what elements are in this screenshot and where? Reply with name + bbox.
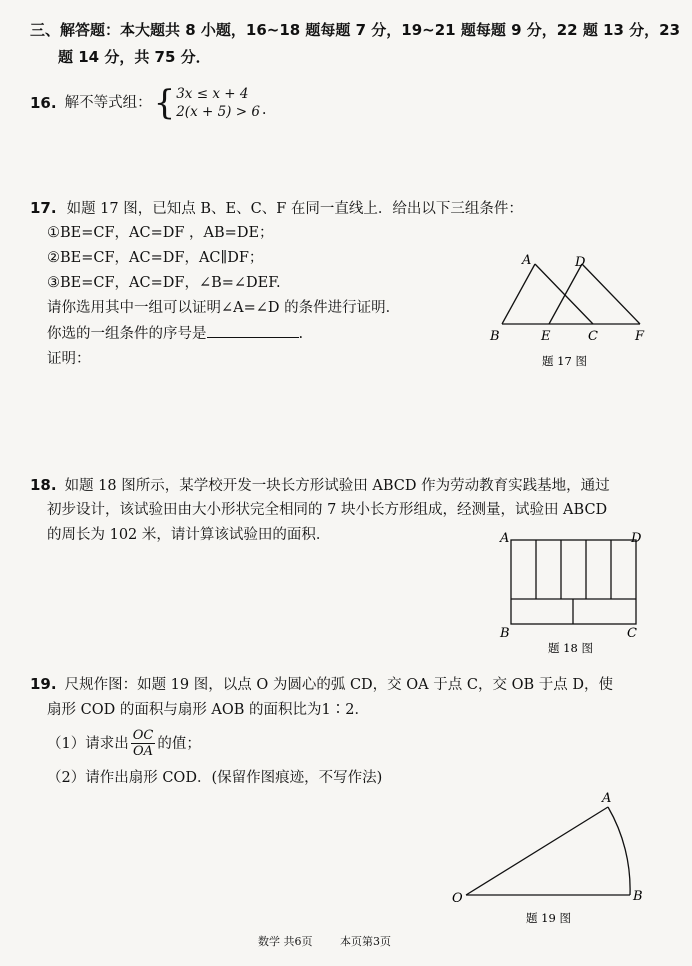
- question-number: 19.: [30, 675, 57, 693]
- inequality-system: [176, 85, 260, 121]
- answer-prompt: [47, 323, 303, 344]
- arc-ab: [608, 807, 630, 895]
- figure-18-caption: 题 18 图: [548, 641, 593, 655]
- point-c-label: C: [627, 626, 637, 641]
- question-text-line2: 扇形 COD 的面积与扇形 AOB 的面积比为1∶2．: [47, 702, 370, 718]
- point-a-label: A: [602, 791, 612, 806]
- point-c-label: C: [588, 329, 598, 344]
- point-o-label: O: [452, 891, 463, 906]
- point-f-label: F: [635, 329, 645, 344]
- segment-oa: [466, 807, 608, 895]
- question-text: 如题 17 图，已知点 B、E、C、F 在同一直线上．给出以下三组条件：: [66, 201, 523, 217]
- footer-page-number: 本页第3页: [340, 935, 391, 948]
- condition-1: ①BE=CF，AC=DF ，AB=DE；: [47, 225, 274, 241]
- fraction-denominator: OA: [133, 744, 154, 759]
- fraction-oc-oa: [131, 728, 156, 759]
- condition-3: ③BE=CF，AC=DF，∠B=∠DEF.: [47, 275, 281, 291]
- answer-blank[interactable]: [207, 323, 299, 338]
- point-d-label: D: [631, 531, 642, 546]
- question-text-line1: 如题 18 图所示，某学校开发一块长方形试验田 ABCD 作为劳动教育实践基地，通过: [64, 478, 610, 494]
- inequality-2: 2(x + 5) > 6: [176, 104, 260, 120]
- point-e-label: E: [541, 329, 551, 344]
- question-number: 17.: [30, 199, 57, 217]
- question-17: [30, 198, 523, 219]
- point-d-label: D: [575, 255, 586, 270]
- inequality-1: 3x ≤ x + 4: [176, 86, 249, 102]
- condition-2: ②BE=CF，AC=DF，AC∥DF；: [47, 250, 264, 266]
- segment-ab: [502, 264, 535, 324]
- answer-prompt-text: 你选的一组条件的序号是: [47, 326, 207, 342]
- question-19: [30, 674, 613, 695]
- question-text-line3: 的周长为 102 米，请计算该试验田的面积．: [47, 527, 331, 543]
- question-text-line2: 初步设计，该试验田由大小形状完全相同的 7 块小长方形组成，经测量，试验田 ABCD: [47, 502, 608, 518]
- figure-17: [480, 250, 660, 372]
- segment-df: [582, 264, 640, 324]
- section-header-line1: 三、解答题：本大题共 8 小题，16~18 题每题 7 分，19~21 题每题 9 分，22 题 13 分，23: [30, 21, 681, 39]
- question-number: 18.: [30, 476, 57, 494]
- proof-label: 证明：: [47, 351, 91, 367]
- question-text-line1: 尺规作图：如题 19 图，以点 O 为圆心的弧 CD，交 OA 于点 C，交 OB 于点 D，使: [64, 677, 613, 693]
- figure-19: [446, 784, 656, 930]
- point-b-label: B: [500, 626, 510, 641]
- brace-icon: {: [153, 83, 176, 123]
- segment-ed: [549, 264, 582, 324]
- part-1-prefix: （1）请求出: [47, 735, 129, 752]
- point-a-label: A: [500, 531, 510, 546]
- section-header-line2: 题 14 分，共 75 分．: [58, 48, 211, 66]
- part-1: [47, 728, 201, 759]
- period: .: [261, 102, 267, 118]
- part-2: （2）请作出扇形 COD．(保留作图痕迹，不写作法): [47, 770, 383, 786]
- figure-18: [496, 528, 656, 656]
- question-18: [30, 475, 610, 496]
- question-number: 16.: [30, 94, 57, 112]
- question-text: 解不等式组：: [64, 95, 152, 111]
- figure-17-caption: 题 17 图: [542, 354, 587, 368]
- answer-period: .: [298, 326, 304, 342]
- figure-19-caption: 题 19 图: [526, 911, 571, 925]
- instruction-text: 请你选用其中一组可以证明∠A=∠D 的条件进行证明．: [47, 300, 401, 316]
- part-1-suffix: 的值；: [157, 735, 201, 752]
- fraction-numerator: OC: [132, 728, 154, 743]
- question-16: [30, 85, 267, 121]
- segment-ac: [535, 264, 593, 324]
- point-a-label: A: [522, 253, 532, 268]
- footer-total-pages: 数学 共6页: [258, 935, 313, 948]
- point-b-label: B: [490, 329, 500, 344]
- point-b-label: B: [633, 889, 643, 904]
